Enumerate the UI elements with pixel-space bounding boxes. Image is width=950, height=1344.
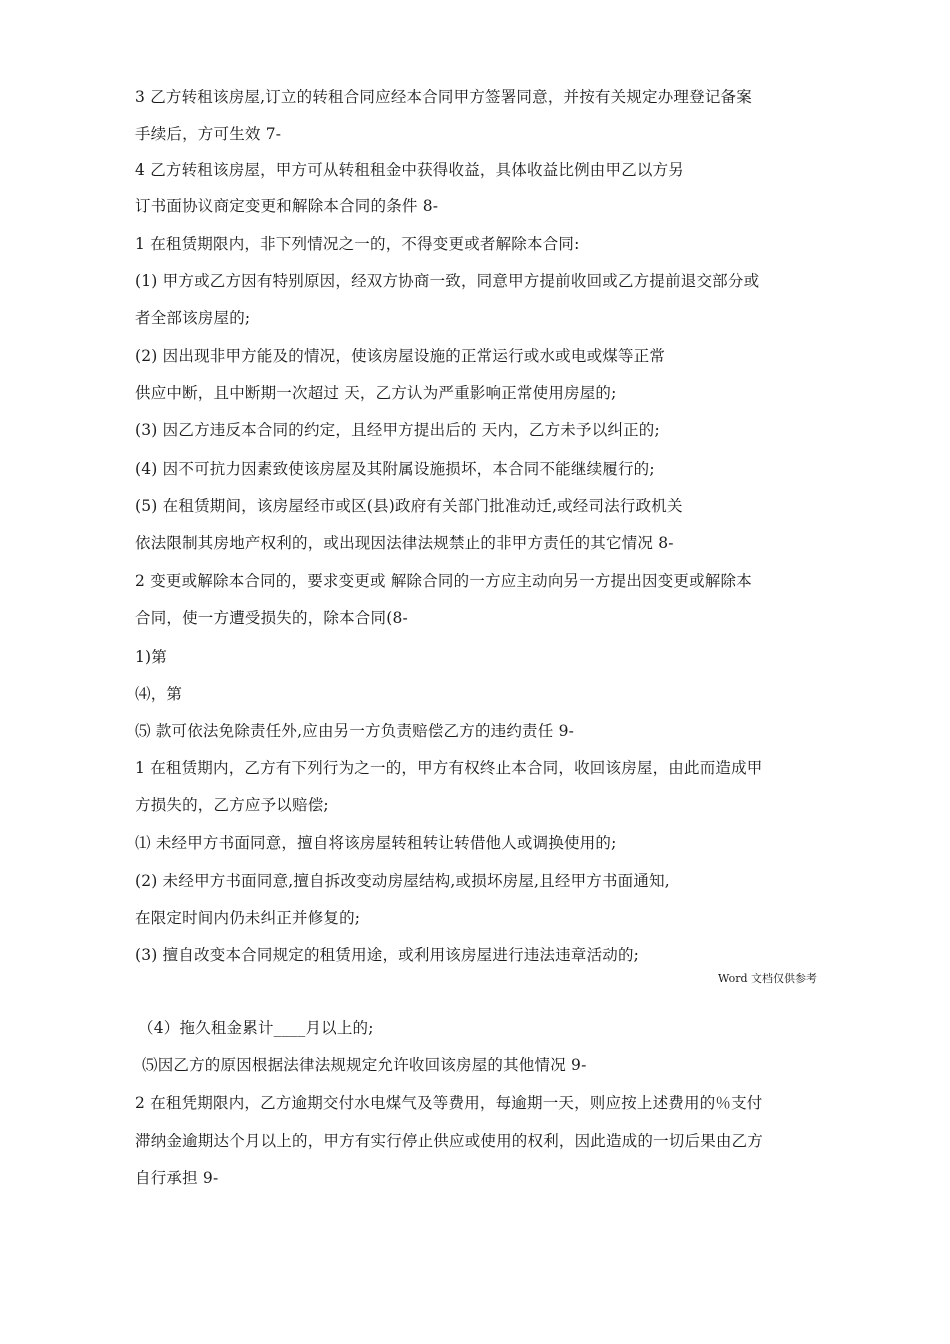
text-line: ⑷，第 <box>135 685 183 703</box>
text-line: ⑴ 未经甲方书面同意，擅自将该房屋转租转让转借他人或调换使用的; <box>135 834 617 852</box>
text-line: 合同，使一方遭受损失的，除本合同(8- <box>135 609 408 627</box>
text-line: 1 在租赁期内，乙方有下列行为之一的，甲方有权终止本合同，收回该房屋，由此而造成甲 <box>135 759 763 777</box>
text-line: (5) 在租赁期间，该房屋经市或区(县)政府有关部门批准动迁,或经司法行政机关 <box>135 497 683 515</box>
text-line: 依法限制其房地产权利的，或出现因法律法规禁止的非甲方责任的其它情况 8- <box>135 534 674 552</box>
text-line: （4）拖久租金累计____月以上的; <box>138 1019 374 1037</box>
text-line: 手续后，方可生效 7- <box>135 125 282 143</box>
text-line: (4) 因不可抗力因素致使该房屋及其附属设施损坏，本合同不能继续履行的; <box>135 460 655 478</box>
page-footer: Word 文档仅供参考 <box>718 972 817 985</box>
text-line: 1 在租赁期限内，非下列情况之一的，不得变更或者解除本合同: <box>135 235 580 253</box>
text-line: 订书面协议商定变更和解除本合同的条件 8- <box>135 197 439 215</box>
text-line: ⑸ 款可依法免除责任外,应由另一方负责赔偿乙方的违约责任 9- <box>135 722 575 740</box>
text-line: 者全部该房屋的; <box>135 309 251 327</box>
text-line: (1) 甲方或乙方因有特别原因，经双方协商一致，同意甲方提前收回或乙方提前退交部分或 <box>135 272 760 290</box>
text-line: (3) 因乙方违反本合同的约定，且经甲方提出后的 天内，乙方未予以纠正的; <box>135 421 660 439</box>
text-line: (2) 因出现非甲方能及的情况，使该房屋设施的正常运行或水或电或煤等正常 <box>135 347 666 365</box>
text-line: 方损失的，乙方应予以赔偿; <box>135 796 329 814</box>
text-line: 4 乙方转租该房屋，甲方可从转租租金中获得收益，具体收益比例由甲乙以方另 <box>135 161 684 179</box>
text-line: (2) 未经甲方书面同意,擅自拆改变动房屋结构,或损坏房屋,且经甲方书面通知, <box>135 872 670 890</box>
text-line: 1)第 <box>135 648 168 666</box>
text-line: (3) 擅自改变本合同规定的租赁用途，或利用该房屋进行违法违章活动的; <box>135 946 640 964</box>
text-line: 自行承担 9- <box>135 1169 219 1187</box>
text-line: 3 乙方转租该房屋,订立的转租合同应经本合同甲方签署同意，并按有关规定办理登记备案 <box>135 88 752 106</box>
text-line: ⑸因乙方的原因根据法律法规规定允许收回该房屋的其他情况 9- <box>142 1056 587 1074</box>
text-line: 2 在租凭期限内，乙方逾期交付水电煤气及等费用，每逾期一天，则应按上述费用的％支付 <box>135 1094 763 1112</box>
text-line: 在限定时间内仍未纠正并修复的; <box>135 909 361 927</box>
text-line: 供应中断，且中断期一次超过 天，乙方认为严重影响正常使用房屋的; <box>135 384 617 402</box>
text-line: 2 变更或解除本合同的，要求变更或 解除合同的一方应主动向另一方提出因变更或解除本 <box>135 572 752 590</box>
text-line: 滞纳金逾期达个月以上的，甲方有实行停止供应或使用的权利，因此造成的一切后果由乙方 <box>135 1132 764 1150</box>
